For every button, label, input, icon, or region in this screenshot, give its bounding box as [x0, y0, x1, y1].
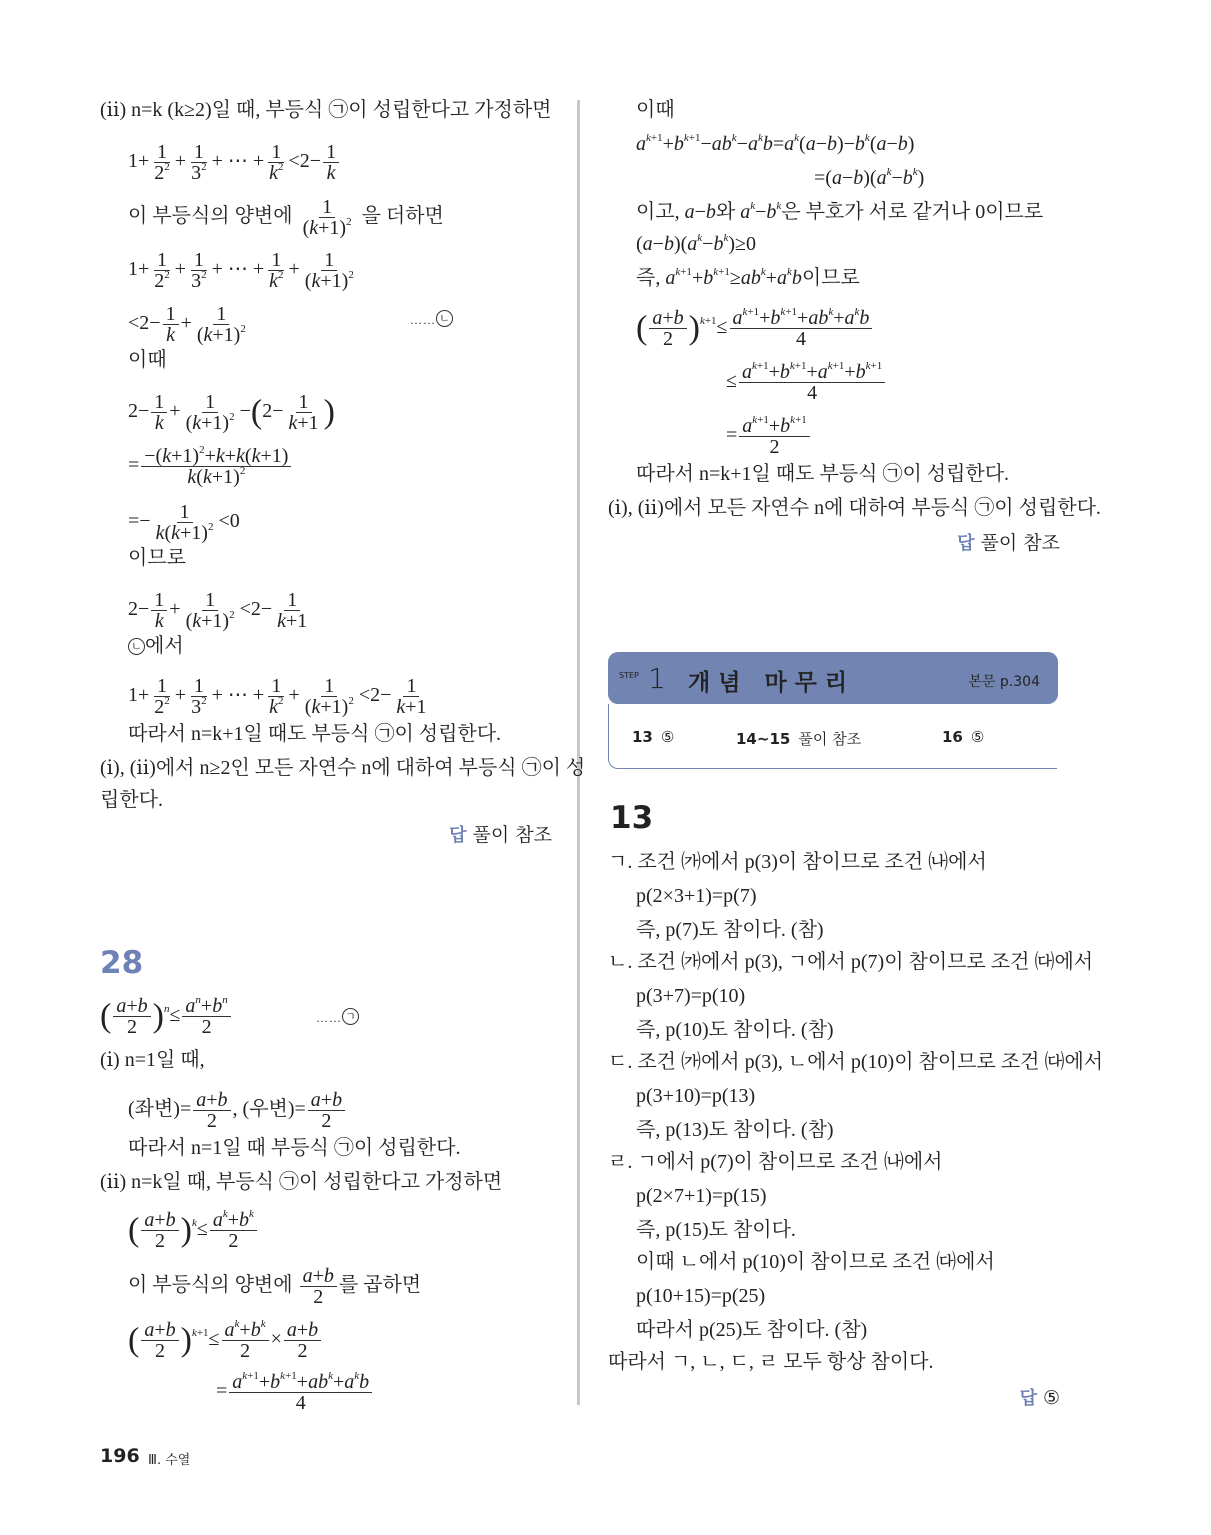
column-divider: [577, 100, 580, 1405]
question-number-13: 13: [610, 800, 654, 836]
answer-label: 답: [957, 533, 975, 554]
imeuro-label: 이므로: [128, 547, 186, 569]
sign-statement: 이고, a−b와 $a^k-b^k$은 부호가 서로 같거나 0이므로: [636, 200, 1044, 223]
itte-label: 이때: [128, 349, 167, 371]
factor-line-1: $a^{k+1}+b^{k+1}-ab^k-a^kb=a^k(a-b)-b^k(a-b)$: [636, 132, 915, 155]
from-tag2: ㄴ 에서: [128, 634, 184, 658]
step-answer-14-15: 14~15 풀이 참조: [736, 730, 862, 748]
itte-label-right: 이때: [636, 99, 675, 121]
summary-right: (ⅰ), (ⅱ)에서 모든 자연수 n에 대하여 부등식 ㉠이 성립한다.: [608, 497, 1101, 519]
step-number: 1: [648, 662, 666, 695]
sum-inequality-k: 1+ $\frac{1}{2^2}$ + $\frac{1}{3^2}$ + ⋯ + $\frac{1}{k^2}$ <2− $\frac{1}{k}$: [128, 142, 341, 183]
tag-1: …… ㄱ: [316, 1004, 359, 1030]
q13-line: p(3+7)=p(10): [636, 985, 746, 1007]
sum-k-plus-1: 1+ $\frac{1}{2^2}$ + $\frac{1}{3^2}$ + ⋯ + $\frac{1}{k^2}$ + $\frac{1}{(k+1)^2}$: [128, 249, 354, 292]
step1-answer-box: [608, 652, 1058, 770]
step-answer-13: 13 ⑤: [632, 728, 675, 746]
q28-case1-conclusion: 따라서 n=1일 때 부등식 ㉠이 성립한다.: [128, 1137, 461, 1159]
difference-eq2: =− $\frac{1}{k(k+1)^2}$ <0: [128, 501, 240, 544]
step-page-reference: 본문 p.304: [968, 674, 1040, 690]
case-ii-intro: (ⅱ) n=k (k≥2)일 때, 부등식 ㉠이 성립한다고 가정하면: [100, 99, 552, 121]
q13-line: p(10+15)=p(25): [636, 1285, 766, 1307]
ineq-result: 2− $\frac{1}{k}$ + $\frac{1}{(k+1)^2}$ <2− $\frac{1}{k+1}$: [128, 589, 308, 632]
step1-header: [608, 652, 1058, 704]
chain-line-3: = $\frac{a^{k+1}+b^{k+1}}{2}$: [726, 416, 812, 457]
step-label: STEP: [619, 671, 639, 680]
step-answer-16: 16 ⑤: [942, 728, 985, 746]
q13-line: 즉, p(10)도 참이다. (참): [636, 1019, 834, 1041]
q13-line: 즉, p(7)도 참이다. (참): [636, 919, 824, 941]
jeuk-statement: 즉, $a^{k+1}+b^{k+1}\ge ab^k+a^kb$이므로: [636, 266, 860, 289]
q28-multiply: 이 부등식의 양변에 $\frac{a+b}{2}$ 를 곱하면: [128, 1265, 422, 1308]
q28-case1: (ⅰ) n=1일 때,: [100, 1049, 205, 1071]
q28-case2: (ⅱ) n=k일 때, 부등식 ㉠이 성립한다고 가정하면: [100, 1171, 503, 1193]
q28-case1-sides: (좌변)= $\frac{a+b}{2}$ , (우변)= $\frac{a+b}{2}$: [128, 1090, 347, 1131]
q13-line: p(2×3+1)=p(7): [636, 885, 757, 907]
answer-label: 답: [1019, 1388, 1037, 1409]
chapter-label: Ⅲ. 수열: [148, 1453, 191, 1468]
conclusion-k1: 따라서 n=k+1일 때도 부등식 ㉠이 성립한다.: [128, 723, 502, 745]
chain-line-2: ≤ $\frac{a^{k+1}+b^{k+1}+a^{k+1}+b^{k+1}}{4}$: [726, 362, 887, 403]
question-number-28: 28: [100, 945, 144, 981]
add-both-sides: 이 부등식의 양변에 $\frac{1}{(k+1)^2}$ 을 더하면: [128, 196, 444, 239]
q13-line: 즉, p(15)도 참이다.: [636, 1219, 796, 1241]
q13-line: 따라서 ㄱ, ㄴ, ㄷ, ㄹ 모두 항상 참이다.: [608, 1351, 934, 1373]
q13-line: p(2×7+1)=p(15): [636, 1185, 767, 1207]
difference-eq1: = $\frac{-(k+1)^2+k+k(k+1)}{k(k+1)^2}$: [128, 446, 293, 487]
answer-13: 답 ⑤: [1019, 1387, 1060, 1409]
answer-28: 답 풀이 참조: [957, 532, 1060, 554]
q13-line: ㄹ. ㄱ에서 p(7)이 참이므로 조건 ㈏에서: [608, 1151, 943, 1173]
q28-case2-k1: ( $\frac{a+b}{2}$ )$^{k+1}$≤ $\frac{a^k+b^k}{2}$ × $\frac{a+b}{2}$: [128, 1320, 323, 1361]
q28-case2-ineq: ( $\frac{a+b}{2}$ )$^k$≤ $\frac{a^k+b^k}{2}$: [128, 1210, 259, 1251]
q28-case2-eq: = $\frac{a^{k+1}+b^{k+1}+ab^k+a^kb}{4}$: [216, 1372, 374, 1413]
q13-line: 즉, p(13)도 참이다. (참): [636, 1119, 834, 1141]
page-number: 196: [100, 1445, 140, 1467]
answer-27: 답 풀이 참조: [449, 824, 552, 846]
tag-2: …… ㄴ: [410, 306, 453, 332]
lt-expression: <2− $\frac{1}{k}$ + $\frac{1}{(k+1)^2}$: [128, 303, 246, 346]
q13-line: ㄷ. 조건 ㈎에서 p(3), ㄴ에서 p(10)이 참이므로 조건 ㈐에서: [608, 1051, 1104, 1073]
q13-line: 따라서 p(25)도 참이다. (참): [636, 1319, 868, 1341]
q13-line: p(3+10)=p(13): [636, 1085, 756, 1107]
chain-line-1: ( $\frac{a+b}{2}$ )$^{k+1}$≤ $\frac{a^{k+1}+b^{k+1}+ab^k+a^kb}{4}$: [636, 308, 874, 349]
q13-line: ㄱ. 조건 ㈎에서 p(3)이 참이므로 조건 ㈏에서: [608, 851, 987, 873]
nonneg-product: $(a-b)(a^k-b^k)\ge 0$: [636, 232, 756, 255]
difference-expression: 2− $\frac{1}{k}$ + $\frac{1}{(k+1)^2}$ −(2− $\frac{1}{k+1}$ ): [128, 391, 335, 434]
answer-label: 답: [449, 825, 467, 846]
q13-line: ㄴ. 조건 ㈎에서 p(3), ㄱ에서 p(7)이 참이므로 조건 ㈐에서: [608, 951, 1094, 973]
summary-line-b: 립한다.: [100, 789, 163, 811]
q28-inequality: ( $\frac{a+b}{2}$ )$^n$≤ $\frac{a^n+b^n}{2}$: [100, 996, 233, 1037]
final-sum-inequality: 1+ $\frac{1}{2^2}$ + $\frac{1}{3^2}$ + ⋯ + $\frac{1}{k^2}$ + $\frac{1}{(k+1)^2}$ <2− $\frac{1}{k+1}$: [128, 675, 427, 718]
q13-line: 이때 ㄴ에서 p(10)이 참이므로 조건 ㈐에서: [636, 1251, 995, 1273]
factor-line-2: $=(a-b)(a^k-b^k)$: [814, 166, 925, 189]
summary-line-a: (ⅰ), (ⅱ)에서 n≥2인 모든 자연수 n에 대하여 부등식 ㉠이 성: [100, 757, 586, 779]
conclusion-k1-right: 따라서 n=k+1일 때도 부등식 ㉠이 성립한다.: [636, 463, 1010, 485]
step-title: 개념 마무리: [688, 670, 856, 696]
